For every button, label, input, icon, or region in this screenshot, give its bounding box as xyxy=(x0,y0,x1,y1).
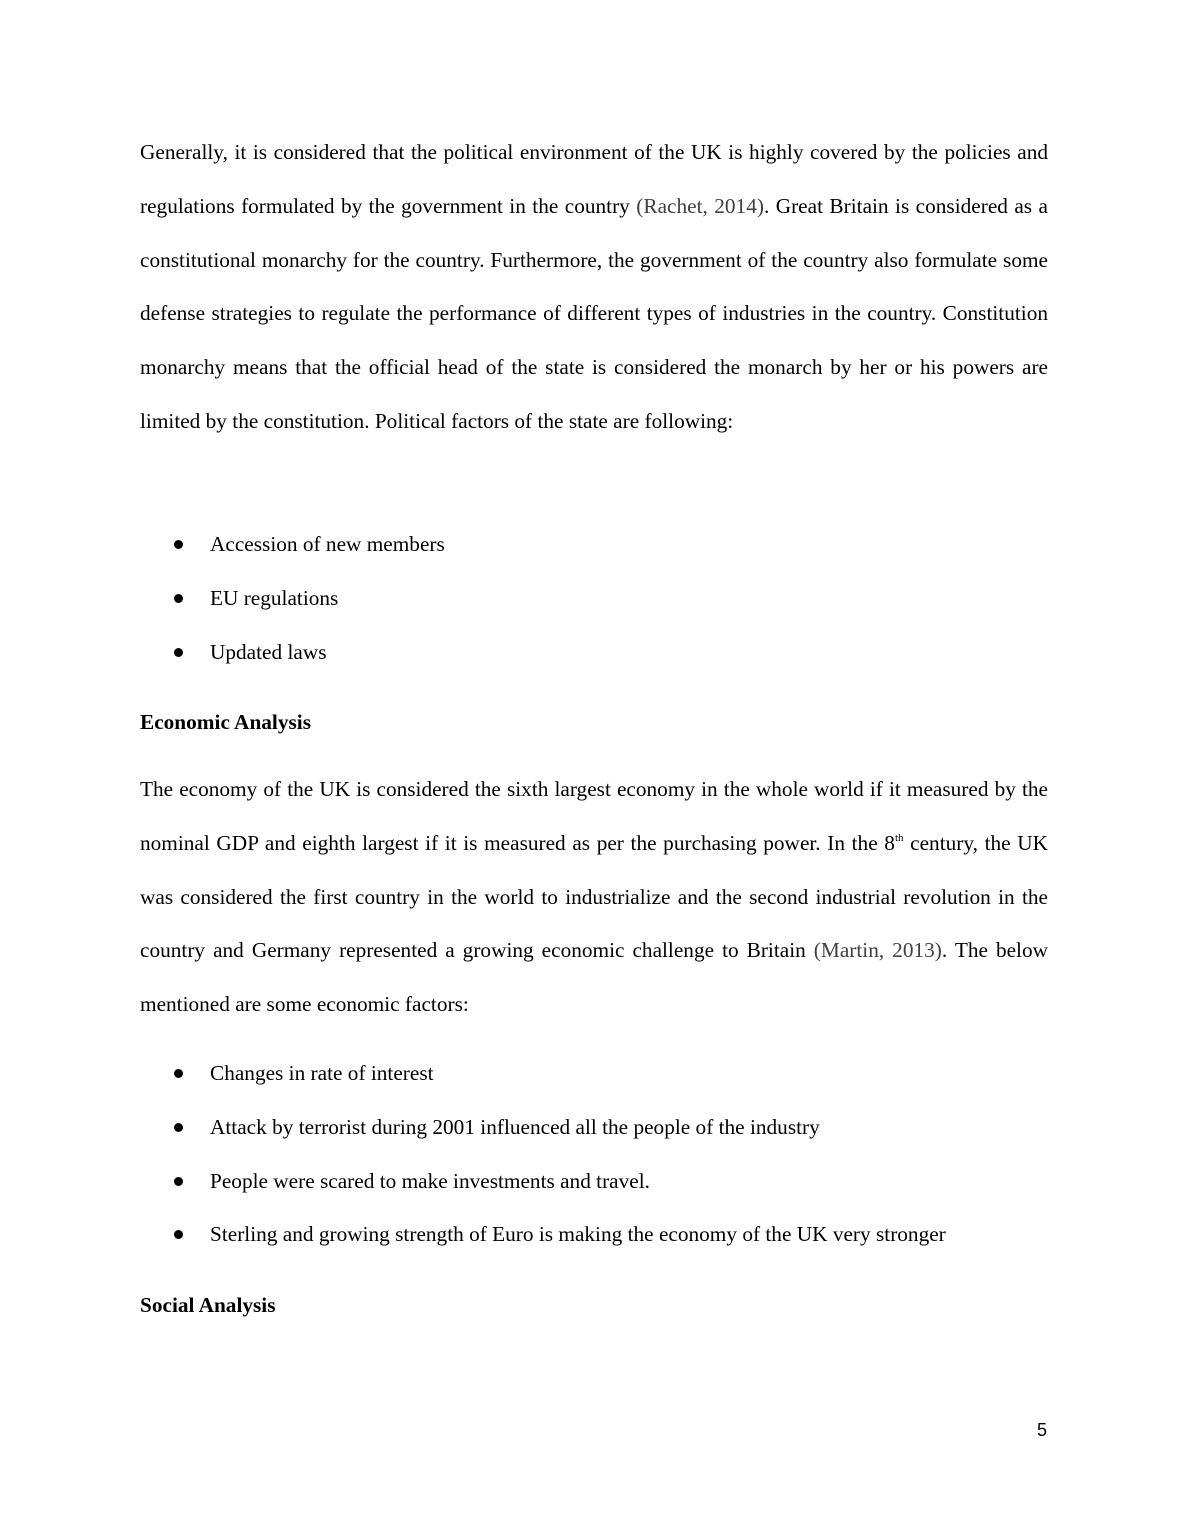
bullet-icon xyxy=(174,1230,183,1239)
list-item: EU regulations xyxy=(140,572,1048,626)
citation: (Martin, 2013) xyxy=(813,938,942,963)
paragraph-text: century, the UK was considered the first country in the world to industrialize and the second industrial revolution in the country and Germany represented a growing economic challenge to Britain xyxy=(140,830,1048,963)
bullet-icon xyxy=(174,540,183,549)
paragraph-text: . The below mentioned are some economic factors: xyxy=(140,938,1048,1017)
bullet-icon xyxy=(174,1069,183,1078)
page-number: 5 xyxy=(1037,1420,1048,1440)
bullet-icon xyxy=(174,1177,183,1186)
bullet-icon xyxy=(174,594,183,603)
paragraph-text: . Great Britain is considered as a constitutional monarchy for the country. Furthermore, the government of the country also formulate some defense strategies to regulate the performance of different types of industries in the country. Constitution monarchy means that the official head of the state is considered the monarch by her or his powers are limited by the constitution. Political factors of the state are following: xyxy=(140,193,1048,433)
list-item: Accession of new members xyxy=(140,518,1048,572)
economic-paragraph xyxy=(140,763,1048,1032)
section-heading-social: Social Analysis xyxy=(140,1293,276,1317)
political-paragraph xyxy=(140,126,1048,449)
list-item: Updated laws xyxy=(140,626,1048,680)
bullet-icon xyxy=(174,1123,183,1132)
list-item: Sterling and growing strength of Euro is making the economy of the UK very stronger xyxy=(140,1208,1048,1262)
citation: (Rachet, 2014) xyxy=(636,193,764,218)
list-item: People were scared to make investments and travel. xyxy=(140,1155,1048,1209)
superscript: th xyxy=(894,831,904,844)
list-item: Changes in rate of interest xyxy=(140,1047,1048,1101)
political-factors-list xyxy=(140,518,1048,679)
economic-factors-list xyxy=(140,1047,1048,1262)
section-heading-economic: Economic Analysis xyxy=(140,710,311,734)
paragraph-text: Generally, it is considered that the political environment of the UK is highly covered by the policies and regulations formulated by the government in the country xyxy=(140,140,1048,218)
list-item: Attack by terrorist during 2001 influenced all the people of the industry xyxy=(140,1101,1048,1155)
bullet-icon xyxy=(174,648,183,657)
paragraph-text: The economy of the UK is considered the sixth largest economy in the whole world if it measured by the nominal GDP and eighth largest if it is measured as per the purchasing power. In the 8 xyxy=(140,777,1048,855)
